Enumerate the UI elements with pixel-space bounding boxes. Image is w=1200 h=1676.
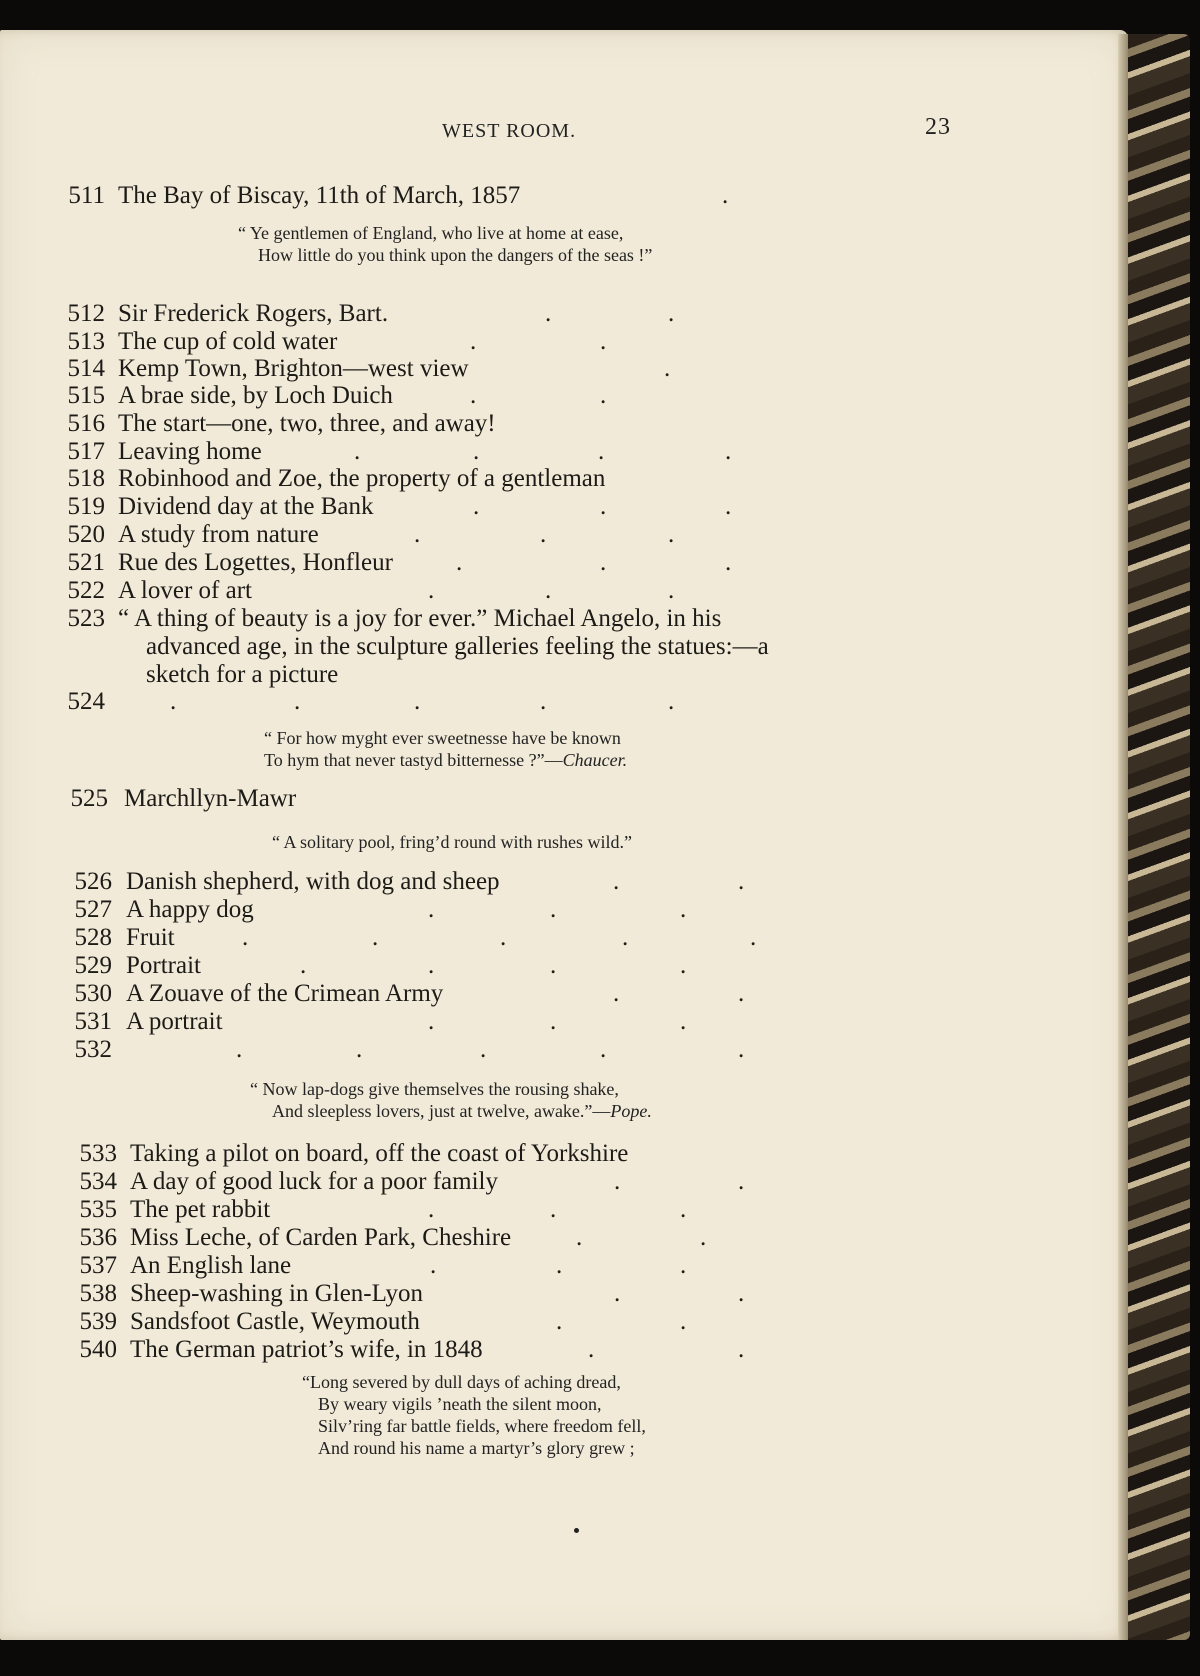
leader-dot: .	[480, 1036, 487, 1063]
entry-title: A study from nature	[118, 521, 319, 548]
leader-dot: .	[414, 521, 421, 548]
entry-title: A brae side, by Loch Duich	[118, 382, 393, 409]
entry-number: 535	[79, 1196, 117, 1223]
leader-dot: .	[545, 577, 552, 604]
entry-number: 530	[74, 980, 112, 1007]
leader-dot: .	[372, 924, 379, 951]
leader-dot: .	[550, 1008, 557, 1035]
entry-number: 525	[70, 785, 108, 812]
entry-number: 534	[79, 1168, 117, 1195]
leader-dot: .	[556, 1308, 563, 1335]
leader-dot: .	[170, 688, 177, 715]
entry-number: 518	[67, 465, 105, 492]
entry-number: 515	[67, 382, 105, 409]
leader-dot: .	[614, 1280, 621, 1307]
leader-dot: .	[750, 924, 757, 951]
leader-dot: .	[680, 896, 687, 923]
entry-number: 516	[67, 410, 105, 437]
leader-dot: .	[470, 328, 477, 355]
leader-dot: .	[668, 688, 675, 715]
entry-number: 512	[67, 300, 105, 327]
entry-number: 536	[79, 1224, 117, 1251]
entry-number: 511	[68, 182, 105, 209]
entry-title: “ A thing of beauty is a joy for ever.” Michael Angelo, in his	[118, 605, 722, 632]
leader-dot: .	[428, 952, 435, 979]
quote-line	[250, 1100, 652, 1122]
leader-dot: .	[680, 1308, 687, 1335]
entry-number: 539	[79, 1308, 117, 1335]
leader-dot: .	[356, 1036, 363, 1063]
entry-number: 538	[79, 1280, 117, 1307]
leader-dot: .	[550, 1196, 557, 1223]
entry-title: Sir Frederick Rogers, Bart.	[118, 300, 389, 327]
leader-dot: .	[600, 549, 607, 576]
quote-line: “ For how myght ever sweetnesse have be known	[264, 728, 621, 748]
entry-title: Leaving home	[118, 438, 262, 465]
leader-dot: .	[414, 688, 421, 715]
leader-dot: .	[722, 182, 729, 209]
leader-dot: .	[700, 1224, 707, 1251]
leader-dot: .	[294, 688, 301, 715]
entry-title: The start—one, two, three, and away!	[118, 410, 496, 437]
quote-line	[264, 749, 627, 771]
entry-number: 513	[67, 328, 105, 355]
entry-number: 531	[74, 1008, 112, 1035]
entry-title: The Bay of Biscay, 11th of March, 1857	[118, 182, 521, 209]
leader-dot: .	[738, 1336, 745, 1363]
leader-dot: .	[550, 952, 557, 979]
leader-dot: .	[668, 300, 675, 327]
marbled-endpaper	[1128, 34, 1190, 1640]
entry-title: Portrait	[126, 952, 201, 979]
leader-dot: .	[456, 549, 463, 576]
leader-dot: .	[600, 493, 607, 520]
leader-dot: .	[500, 924, 507, 951]
leader-dot: .	[300, 952, 307, 979]
entry-title: Miss Leche, of Carden Park, Cheshire	[130, 1224, 512, 1251]
leader-dot: .	[600, 328, 607, 355]
leader-dot: .	[598, 438, 605, 465]
leader-dot: .	[430, 1252, 437, 1279]
entry-title: Robinhood and Zoe, the property of a gentleman	[118, 465, 606, 492]
entry-title: Fruit	[126, 924, 175, 951]
leader-dot: .	[354, 438, 361, 465]
quote-511	[238, 222, 652, 266]
leader-dot: .	[738, 1168, 745, 1195]
leader-dot: .	[738, 1036, 745, 1063]
entry-number: 532	[74, 1036, 112, 1063]
leader-dot: .	[473, 438, 480, 465]
leader-dot: .	[725, 493, 732, 520]
running-head: WEST ROOM.	[442, 120, 577, 142]
entry-title-continued: advanced age, in the sculpture galleries feeling the statues:—a	[146, 633, 769, 660]
entry-number: 514	[67, 355, 105, 382]
entry-title: A portrait	[126, 1008, 223, 1035]
leader-dot: .	[613, 868, 620, 895]
quote-532	[250, 1078, 652, 1122]
leader-dot: .	[614, 1168, 621, 1195]
quote-line: How little do you think upon the dangers of the seas !”	[258, 245, 653, 265]
leader-dot: .	[540, 521, 547, 548]
entry-title: A Zouave of the Crimean Army	[126, 980, 444, 1007]
entry-title-continued: sketch for a picture	[146, 661, 339, 688]
leader-dot: .	[668, 577, 675, 604]
ink-speck	[574, 1528, 579, 1533]
entry-title: Marchllyn-Mawr	[124, 785, 297, 812]
leader-dot: .	[664, 355, 671, 382]
leader-dot: .	[738, 980, 745, 1007]
entry-title: The cup of cold water	[118, 328, 338, 355]
leader-dot: .	[242, 924, 249, 951]
entry-number: 540	[79, 1336, 117, 1363]
entry-title: The pet rabbit	[130, 1196, 271, 1223]
leader-dot: .	[428, 1196, 435, 1223]
entry-number: 519	[67, 493, 105, 520]
entry-number: 521	[67, 549, 105, 576]
leader-dot: .	[668, 521, 675, 548]
quote-line: And round his name a martyr’s glory grew ;	[318, 1438, 635, 1458]
entry-title: Danish shepherd, with dog and sheep	[126, 868, 500, 895]
leader-dot: .	[600, 382, 607, 409]
leader-dot: .	[622, 924, 629, 951]
leader-dot: .	[600, 1036, 607, 1063]
leader-dot: .	[680, 952, 687, 979]
quote-citation: Pope.	[610, 1101, 652, 1121]
entry-title: Sandsfoot Castle, Weymouth	[130, 1308, 420, 1335]
entry-title: Dividend day at the Bank	[118, 493, 374, 520]
quote-line: “ Now lap-dogs give themselves the rousing shake,	[250, 1079, 619, 1099]
entry-number: 524	[67, 688, 105, 715]
leader-dot: .	[473, 493, 480, 520]
entry-number: 527	[74, 896, 112, 923]
leader-dot: .	[680, 1196, 687, 1223]
quote-line: “ A solitary pool, fring’d round with rushes wild.”	[272, 832, 632, 852]
leader-dot: .	[680, 1008, 687, 1035]
quote-text: And sleepless lovers, just at twelve, awake.”—	[272, 1101, 611, 1121]
leader-dot: .	[545, 300, 552, 327]
entry-number: 528	[74, 924, 112, 951]
leader-dot: .	[550, 896, 557, 923]
entry-title: Taking a pilot on board, off the coast of Yorkshire	[130, 1140, 629, 1167]
leader-dot: .	[576, 1224, 583, 1251]
quote-citation: Chaucer.	[562, 750, 628, 770]
quote-line: By weary vigils ’neath the silent moon,	[318, 1394, 602, 1414]
entry-number: 517	[67, 438, 105, 465]
entry-number: 522	[67, 577, 105, 604]
leader-dot: .	[428, 896, 435, 923]
entry-number: 526	[74, 868, 112, 895]
leader-dot: .	[588, 1336, 595, 1363]
entry-title: Sheep-washing in Glen-Lyon	[130, 1280, 424, 1307]
entry-title: Rue des Logettes, Honfleur	[118, 549, 393, 576]
entry-number: 537	[79, 1252, 117, 1279]
leader-dot: .	[738, 868, 745, 895]
entry-number: 529	[74, 952, 112, 979]
entry-title: The German patriot’s wife, in 1848	[130, 1336, 483, 1363]
entry-number: 533	[79, 1140, 117, 1167]
quote-text: To hym that never tastyd bitternesse ?”—	[264, 750, 563, 770]
leader-dot: .	[725, 438, 732, 465]
quote-525	[272, 831, 632, 853]
leader-dot: .	[236, 1036, 243, 1063]
entry-title: An English lane	[130, 1252, 292, 1279]
entry-title: A lover of art	[118, 577, 252, 604]
leader-dot: .	[725, 549, 732, 576]
leader-dot: .	[556, 1252, 563, 1279]
leader-dot: .	[613, 980, 620, 1007]
leader-dot: .	[428, 577, 435, 604]
entry-number: 520	[67, 521, 105, 548]
leader-dot: .	[470, 382, 477, 409]
quote-line: “Long severed by dull days of aching dread,	[302, 1372, 621, 1392]
leader-dot: .	[680, 1252, 687, 1279]
entry-title: Kemp Town, Brighton—west view	[118, 355, 469, 382]
quote-line: Silv’ring far battle fields, where freedom fell,	[318, 1416, 646, 1436]
page-number: 23	[925, 114, 951, 140]
entry-title: A happy dog	[126, 896, 254, 923]
leader-dot: .	[738, 1280, 745, 1307]
entry-number: 523	[67, 605, 105, 632]
leader-dot: .	[540, 688, 547, 715]
quote-540	[302, 1371, 646, 1459]
leader-dot: .	[428, 1008, 435, 1035]
quote-524	[264, 727, 627, 771]
quote-line: “ Ye gentlemen of England, who live at home at ease,	[238, 223, 624, 243]
entry-title: A day of good luck for a poor family	[130, 1168, 498, 1195]
